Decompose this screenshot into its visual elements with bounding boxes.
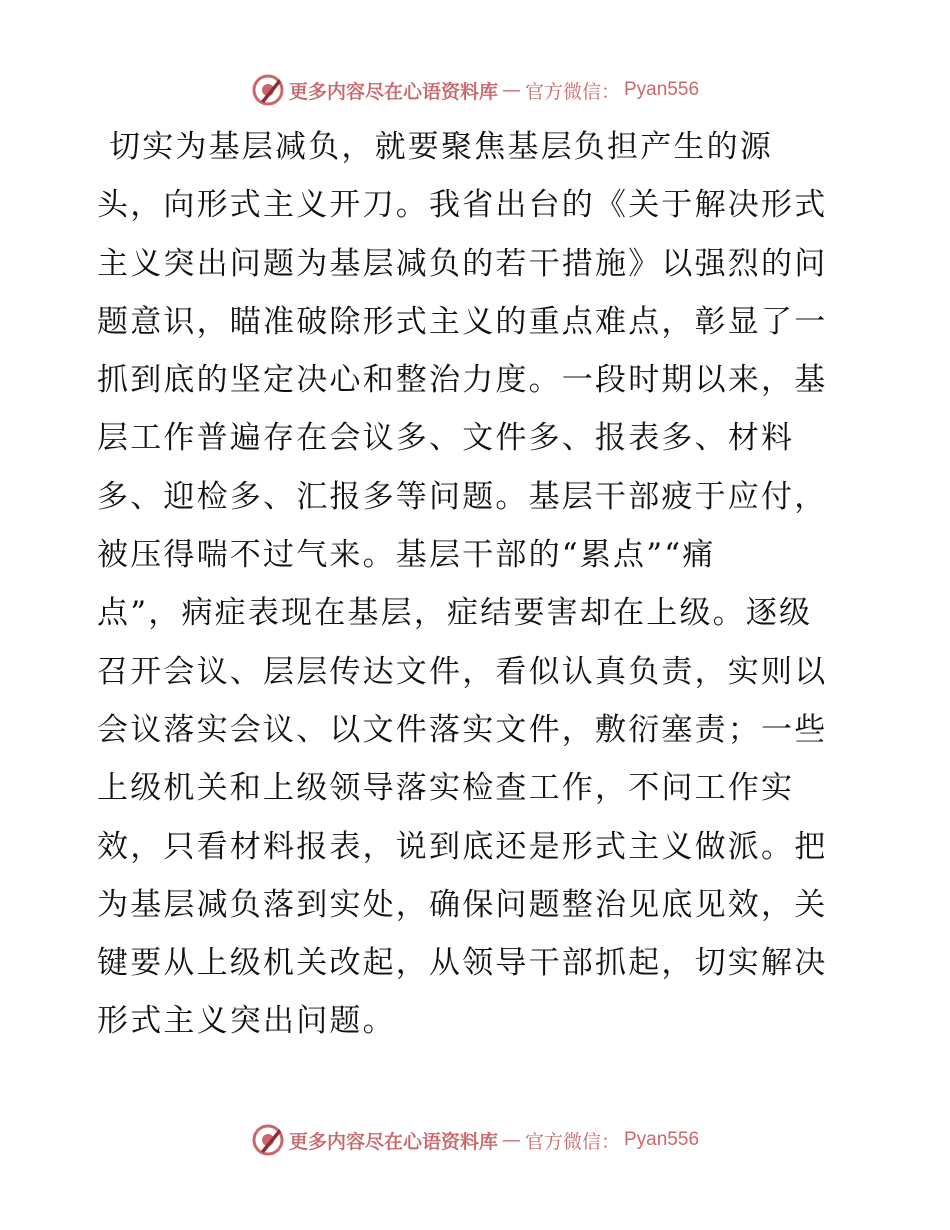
- watermark-site-text: 更多内容尽在心语资料库: [288, 80, 498, 103]
- header-watermark: [0, 70, 950, 110]
- quill-logo-icon: [251, 1123, 285, 1157]
- watermark-wechat-id: Pyan556: [624, 1129, 700, 1150]
- article-line: 头，向形式主义开刀。我省出台的《关于解决形式: [97, 187, 828, 224]
- article-line: 切实为基层减负，就要聚焦基层负担产生的源: [109, 129, 773, 165]
- watermark-site-text: 更多内容尽在心语资料库: [288, 1130, 498, 1153]
- article-line: 形式主义突出问题。: [97, 1003, 396, 1040]
- article-line: 题意识，瞄准破除形式主义的重点难点，彰显了一: [97, 303, 828, 340]
- article-line: 键要从上级机关改起，从领导干部抓起，切实解决: [97, 945, 828, 982]
- article-line: 层工作普遍存在会议多、文件多、报表多、材料: [97, 420, 795, 457]
- article-line: 召开会议、层层传达文件，看似认真负责，实则以: [97, 653, 828, 690]
- watermark-separator: —: [501, 1129, 521, 1151]
- article-line: 主义突出问题为基层减负的若干措施》以强烈的问: [97, 245, 828, 282]
- footer-watermark: [0, 1120, 950, 1160]
- watermark-wechat-label: 官方微信：: [524, 80, 620, 103]
- article-line: 效，只看材料报表，说到底还是形式主义做派。把: [97, 828, 828, 865]
- article-line: 抓到底的坚定决心和整治力度。一段时期以来，基: [97, 362, 828, 399]
- watermark-wechat-id: Pyan556: [624, 79, 700, 100]
- article-line: 会议落实会议、以文件落实文件，敷衍塞责；一些: [97, 711, 828, 748]
- quill-logo-icon: [251, 73, 285, 107]
- article-body: [97, 118, 857, 1051]
- article-line: 被压得喘不过气来。基层干部的“累点”“痛: [97, 537, 716, 574]
- article-line: 为基层减负落到实处，确保问题整治见底见效，关: [97, 886, 828, 923]
- article-line: 多、迎检多、汇报多等问题。基层干部疲于应付，: [97, 478, 828, 515]
- watermark-wechat-label: 官方微信：: [524, 1130, 620, 1153]
- watermark-separator: —: [501, 79, 521, 101]
- article-line: 点”，病症表现在基层，症结要害却在上级。逐级: [97, 595, 813, 632]
- article-line: 上级机关和上级领导落实检查工作，不问工作实: [97, 770, 795, 807]
